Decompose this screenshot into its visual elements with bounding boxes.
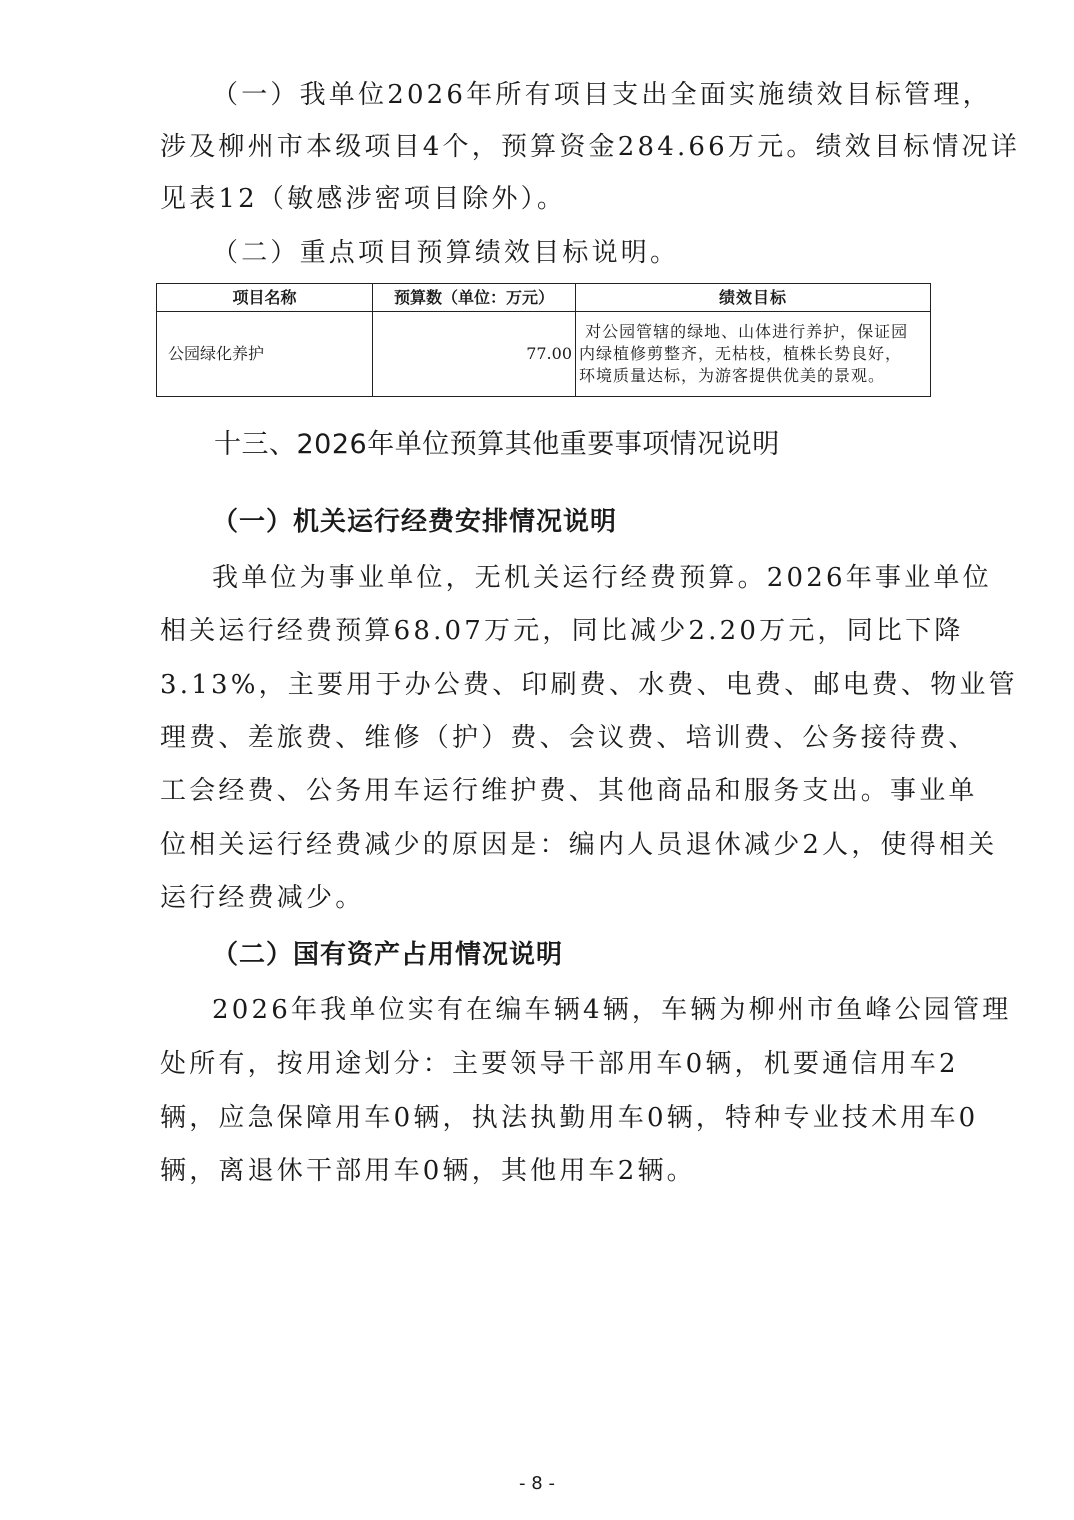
text-line: 运行经费减少。 — [160, 883, 365, 913]
cell-budget: 77.00 — [373, 312, 576, 397]
text-line: 3.13%，主要用于办公费、印刷费、水费、电费、邮电费、物业管 — [160, 670, 1018, 700]
table-row — [157, 312, 931, 397]
page-number: - 8 - — [519, 1473, 555, 1494]
cell-project-name — [157, 312, 373, 397]
paragraph-key-project-heading: （二）重点项目预算绩效目标说明。 — [212, 238, 680, 268]
text-line: 处所有，按用途划分：主要领导干部用车0辆，机要通信用车2 — [160, 1049, 959, 1079]
text-line: 辆，离退休干部用车0辆，其他用车2辆。 — [160, 1156, 696, 1186]
table-header-row — [157, 284, 931, 312]
column-header-goal: 绩效目标 — [576, 284, 931, 312]
text-line: 辆，应急保障用车0辆，执法执勤用车0辆，特种专业技术用车0 — [160, 1103, 979, 1133]
text-line: 我单位为事业单位，无机关运行经费预算。2026年事业单位 — [212, 563, 992, 593]
text-line: 工会经费、公务用车运行维护费、其他商品和服务支出。事业单 — [160, 776, 978, 806]
text-line: 相关运行经费预算68.07万元，同比减少2.20万元，同比下降 — [160, 616, 964, 646]
column-header-project-name: 项目名称 — [157, 284, 373, 312]
text-line: 见表12（敏感涉密项目除外）。 — [160, 184, 567, 214]
cell-goal — [576, 312, 931, 397]
text-line: 涉及柳州市本级项目4个，预算资金284.66万元。绩效目标情况详 — [160, 132, 1020, 162]
column-header-budget: 预算数（单位：万元） — [373, 284, 576, 312]
subsection-heading-operating-expenses: （一）机关运行经费安排情况说明 — [212, 507, 618, 537]
goal-line: 内绿植修剪整齐，无枯枝，植株长势良好， — [579, 344, 903, 363]
goal-line: 环境质量达标，为游客提供优美的景观。 — [579, 366, 886, 385]
section-heading-13: 十三、2026年单位预算其他重要事项情况说明 — [214, 429, 780, 460]
text-line: （一）我单位2026年所有项目支出全面实施绩效目标管理， — [212, 80, 992, 110]
project-name-text: 公园绿化养护 — [168, 344, 265, 363]
text-line: 位相关运行经费减少的原因是：编内人员退休减少2人，使得相关 — [160, 830, 998, 860]
subsection-heading-state-assets: （二）国有资产占用情况说明 — [212, 940, 564, 970]
goal-line: 对公园管辖的绿地、山体进行养护，保证园 — [579, 322, 909, 341]
text-line: 2026年我单位实有在编车辆4辆，车辆为柳州市鱼峰公园管理 — [212, 995, 1012, 1025]
text-line: 理费、差旅费、维修（护）费、会议费、培训费、公务接待费、 — [160, 723, 978, 753]
performance-goal-table — [156, 283, 931, 397]
